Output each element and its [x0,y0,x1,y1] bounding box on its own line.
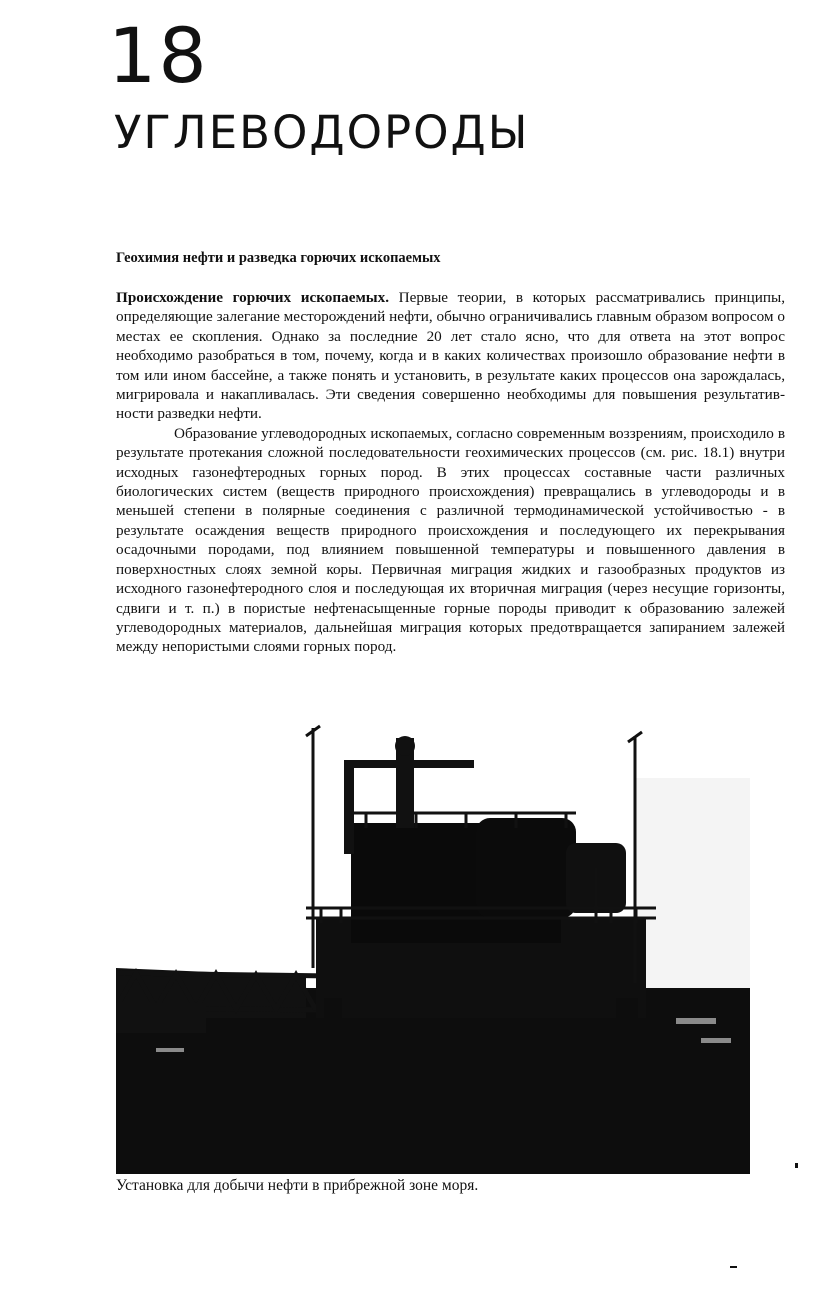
run-in-heading: Происхождение горючих ископаемых. [116,289,390,306]
scan-speck [730,1266,737,1268]
figure-caption: Установка для добычи нефти в прибрежной зоне моря. [116,1177,479,1194]
chapter-title: УГЛЕВОДОРОДЫ [114,106,530,159]
chapter-number: 18 [108,11,209,100]
paragraph-text: Образование углеводородных ископаемых, согласно современным воззрениям, происходило в результате протекания сложной последовательности геохимических процессов (см. рис. 18.1) внутри исходных газонефтеродных горных пород. В этих процессах составные части различных биологических систем (веществ природного происхождения) превращались в углеводороды и в меньшей степени в полярные соединения с различной термодинамической устойчивостью - в результате осаждения веществ природного происхождения и последующего их перекрывания осадочными породами, под влиянием повышенной температуры и повышенного давления в поверхностных слоях земной коры. Первичная миграция жидких и газообразных продуктов из исходного газонефтеродного слоя и последующая их вторичная миграция (через несущие горизонты, сдвиги и т. п.) в пористые нефтенасыщенные горные породы приводит к образованию залежей углеводородных материалов, дальнейшая миграция которых предотвращается запиранием залежей между непористыми слоями горных пород. [116,424,785,656]
paragraph [116,288,785,424]
body-text [116,288,785,657]
scan-speck [795,1163,798,1168]
offshore-platform-photo [116,718,750,1174]
paragraph [116,424,785,657]
paragraph-text: Первые теории, в которых рассматривались принципы, определяющие залегание месторождений нефти, обычно ограничивались главным образом вопросом о местах ее скопления. Однако за последние 20 лет стало ясно, что для ответа на этот вопрос необходимо разобраться в том, почему, когда и в каких количествах произошло образование нефти в том или ином бассейне, а также понять и установить, в результате каких процессов она зарождалась, мигрировала и накапливалась. Эти сведения совершенно необходимы для повышения результативности разведки нефти. [116,289,785,423]
section-heading: Геохимия нефти и разведка горючих ископаемых [116,250,441,266]
